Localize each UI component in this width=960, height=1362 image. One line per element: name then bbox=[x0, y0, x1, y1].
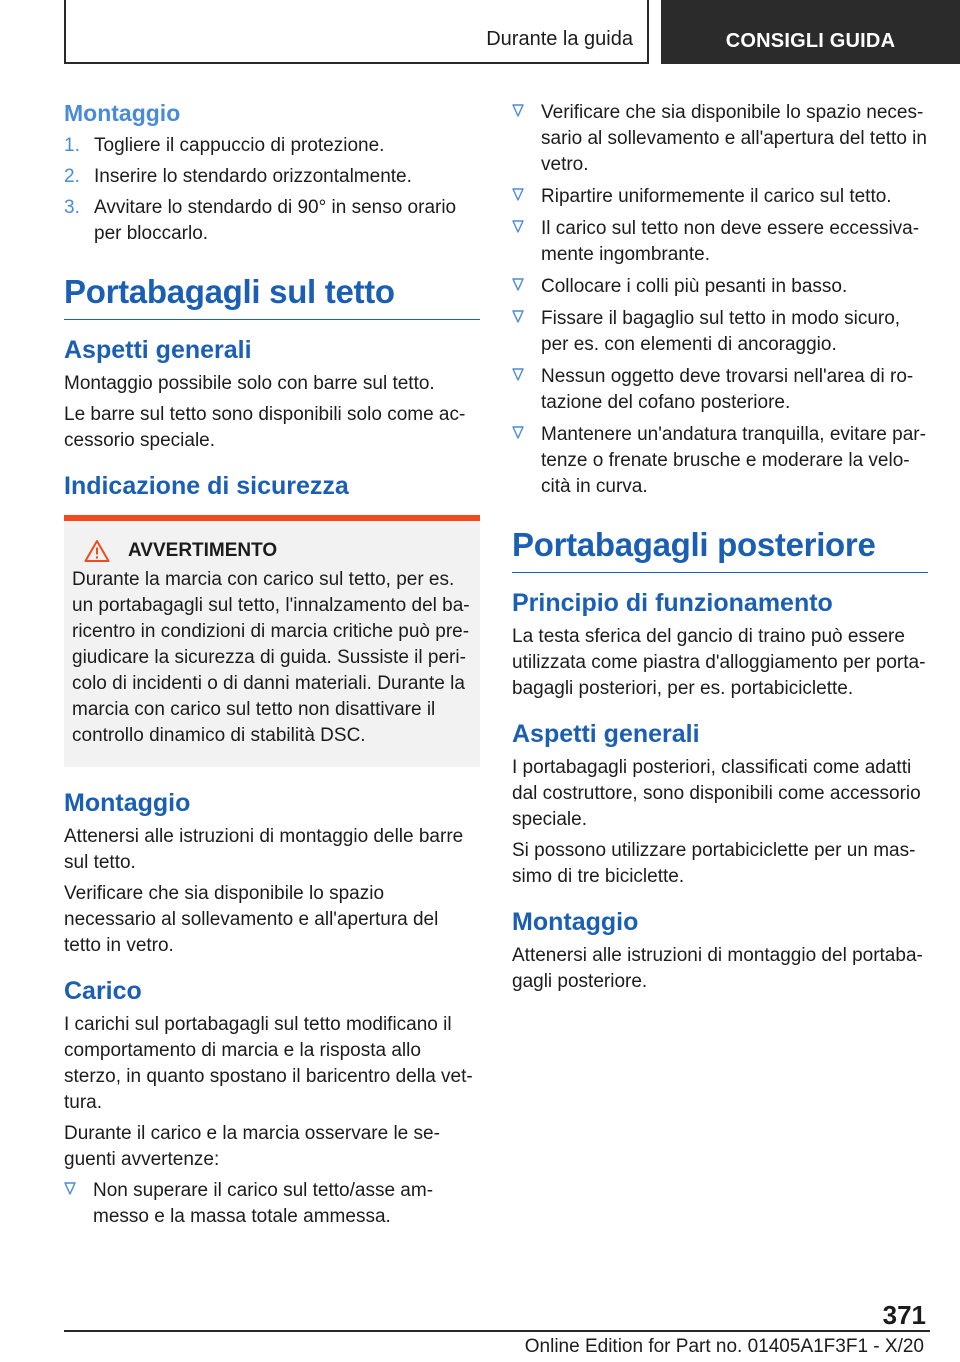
list-item bbox=[512, 100, 928, 178]
step-number: 1. bbox=[64, 135, 80, 156]
section-title-portabagagli-posteriore: Portabagagli posteriore bbox=[512, 526, 928, 573]
header-section-box bbox=[64, 0, 649, 64]
carico-bullets-left bbox=[64, 1178, 480, 1230]
list-item bbox=[512, 216, 928, 268]
step-text: Inserire lo stendardo orizzontalmente. bbox=[94, 166, 412, 187]
step-number: 3. bbox=[64, 197, 80, 218]
list-item bbox=[64, 164, 480, 190]
warning-title: AVVERTIMENTO bbox=[128, 540, 278, 561]
carico-paragraph-1: I carichi sul portabagagli sul tetto modificano il comportamento di marcia e la risposta allo sterzo, in quanto spostano il baricentro della vettura. bbox=[64, 1014, 473, 1113]
list-item bbox=[512, 274, 928, 300]
principio-heading: Principio di funzionamento bbox=[512, 589, 833, 617]
montaggio-top-heading: Montaggio bbox=[64, 100, 181, 126]
list-item bbox=[512, 184, 928, 210]
carico-paragraph-2: Durante il carico e la marcia osservare le seguenti avvertenze: bbox=[64, 1123, 440, 1170]
footer-edition: Online Edition for Part no. 01405A1F3F1 - X/20 bbox=[524, 1336, 924, 1357]
montaggio-right-paragraph: Attenersi alle istruzioni di montaggio del portabagagli posteriore. bbox=[512, 945, 923, 992]
triangle-bullet-icon bbox=[512, 104, 524, 118]
montaggio-paragraph-1: Attenersi alle istruzioni di montaggio delle barre sul tetto. bbox=[64, 826, 464, 873]
sicurezza-heading: Indicazione di sicurezza bbox=[64, 472, 349, 500]
list-item bbox=[512, 306, 928, 358]
triangle-bullet-icon bbox=[512, 220, 524, 234]
list-item bbox=[64, 133, 480, 159]
aspetti-generali-heading-right: Aspetti generali bbox=[512, 720, 700, 748]
step-text: Avvitare lo stendardo di 90° in senso orario per bloccarlo. bbox=[94, 197, 457, 244]
aspetti-generali-heading: Aspetti generali bbox=[64, 336, 252, 364]
step-number: 2. bbox=[64, 166, 80, 187]
principio-paragraph: La testa sferica del gancio di traino può essere utilizzata come piastra d'alloggiamento per portabagagli posteriori, per es. portabiciclette. bbox=[512, 626, 926, 699]
right-column bbox=[512, 100, 928, 1000]
bullet-text: Nessun oggetto deve trovarsi nell'area di rotazione del cofano posteriore. bbox=[541, 366, 914, 413]
header-section-label: Durante la guida bbox=[486, 28, 633, 50]
carico-heading: Carico bbox=[64, 977, 142, 1005]
bullet-text: Mantenere un'andatura tranquilla, evitare partenze o frenate brusche e moderare la velocità in curva. bbox=[541, 424, 926, 497]
list-item bbox=[64, 195, 480, 247]
montaggio-heading-right: Montaggio bbox=[512, 908, 639, 936]
bullet-text: Non superare il carico sul tetto/asse ammesso e la massa totale ammessa. bbox=[93, 1180, 434, 1227]
warning-box bbox=[64, 515, 480, 767]
triangle-bullet-icon bbox=[64, 1182, 76, 1196]
header-chapter-label: CONSIGLI GUIDA bbox=[725, 30, 896, 52]
footer-divider bbox=[64, 1330, 930, 1332]
section-title-portabagagli-tetto: Portabagagli sul tetto bbox=[64, 273, 480, 320]
page-number: 371 bbox=[882, 1300, 926, 1330]
montaggio-heading: Montaggio bbox=[64, 789, 191, 817]
triangle-bullet-icon bbox=[512, 310, 524, 324]
list-item bbox=[512, 422, 928, 500]
bullet-text: Verificare che sia disponibile lo spazio necessario al sollevamento e all'apertura del tetto in vetro. bbox=[541, 102, 927, 175]
triangle-bullet-icon bbox=[512, 278, 524, 292]
list-item bbox=[512, 364, 928, 416]
bullet-text: Fissare il bagaglio sul tetto in modo sicuro, per es. con elementi di ancoraggio. bbox=[541, 308, 901, 355]
triangle-bullet-icon bbox=[512, 368, 524, 382]
left-column bbox=[64, 100, 480, 1236]
aspetti-right-paragraph-2: Si possono utilizzare portabiciclette per un massimo di tre biciclette. bbox=[512, 840, 916, 887]
montaggio-steps-list bbox=[64, 133, 480, 247]
header-chapter-tab bbox=[661, 0, 960, 64]
aspetti-paragraph-1: Montaggio possibile solo con barre sul tetto. bbox=[64, 373, 435, 394]
montaggio-paragraph-2: Verificare che sia disponibile lo spazio necessario al sollevamento e all'apertura del tetto in vetro. bbox=[64, 883, 439, 956]
aspetti-right-paragraph-1: I portabagagli posteriori, classificati come adatti dal costruttore, sono disponibili come accessorio speciale. bbox=[512, 757, 921, 830]
carico-bullets-right bbox=[512, 100, 928, 500]
bullet-text: Ripartire uniformemente il carico sul tetto. bbox=[541, 186, 892, 207]
triangle-bullet-icon bbox=[512, 188, 524, 202]
list-item bbox=[64, 1178, 480, 1230]
triangle-bullet-icon bbox=[512, 426, 524, 440]
warning-triangle-icon bbox=[84, 539, 110, 563]
warning-text: Durante la marcia con carico sul tetto, per es. un portabagagli sul tetto, l'innalzamento del baricentro in condizioni di marcia critiche può pregiudicare la sicurezza di guida. Sussiste il pericolo di incidenti o di danni materiali. Durante la marcia con carico sul tetto non disattivare il controllo dinamico di stabilità DSC. bbox=[72, 569, 470, 746]
warning-title-row bbox=[72, 539, 472, 563]
step-text: Togliere il cappuccio di protezione. bbox=[94, 135, 385, 156]
bullet-text: Il carico sul tetto non deve essere eccessivamente ingombrante. bbox=[541, 218, 920, 265]
bullet-text: Collocare i colli più pesanti in basso. bbox=[541, 276, 848, 297]
aspetti-paragraph-2: Le barre sul tetto sono disponibili solo come accessorio speciale. bbox=[64, 404, 466, 451]
